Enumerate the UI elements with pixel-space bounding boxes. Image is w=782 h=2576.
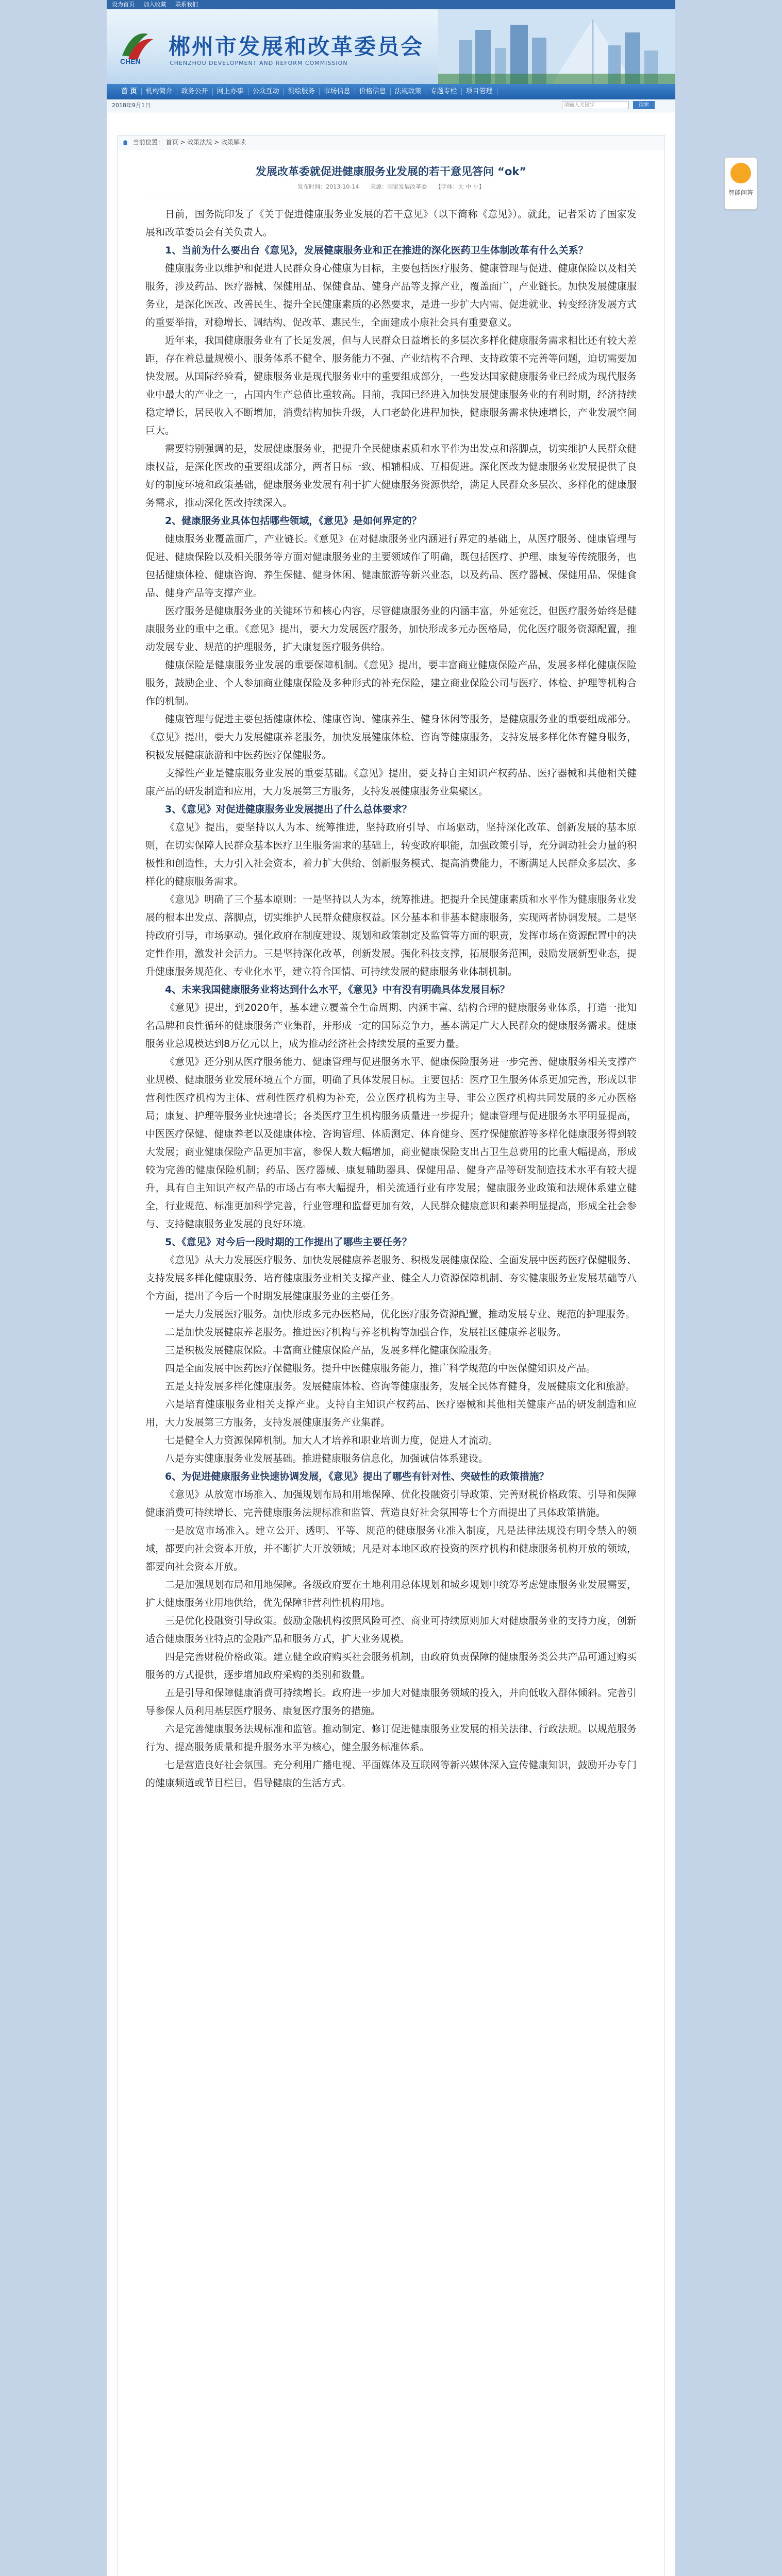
article-paragraph: 三是积极发展健康保险。丰富商业健康保险产品，发展多样化健康保险服务。 [165, 1345, 498, 1356]
floating-qa-widget[interactable] [724, 157, 757, 210]
site-title: 郴州市发展和改革委员会 [169, 34, 424, 59]
header-banner [107, 9, 675, 84]
page [107, 0, 675, 2576]
nav-gov-info[interactable]: 政务公开 [177, 88, 213, 95]
contact-link[interactable]: 联系我们 [175, 1, 198, 8]
nav-survey[interactable]: 测绘服务 [284, 88, 320, 95]
nav-projects[interactable]: 项目管理 [462, 88, 497, 95]
sub-bar [107, 99, 675, 112]
logo-text: CHEN [120, 57, 141, 65]
article-paragraph: 《意见》提出，到2020年，基本建立覆盖全生命周期、内涵丰富、结构合理的健康服务业体系，打造一批知名品牌和良性循环的健康服务产业集群，并形成一定的国际竞争力，基本满足广大人民群众的健康服务需求。健康服务业总规模达到8万亿元以上，成为推动经济社会持续发展的重要力量。 [145, 1002, 637, 1049]
current-date: 2018年9月1日 [112, 102, 151, 109]
city-skyline-image [438, 9, 675, 84]
article-paragraph: 四是完善财税价格政策。建立健全政府购买社会服务机制，由政府负责保障的健康服务类公共产品可通过购买服务的方式提供，逐步增加政府采购的类别和数量。 [145, 1651, 637, 1681]
nav-online-service[interactable]: 网上办事 [213, 88, 248, 95]
article-paragraph: 需要特别强调的是，发展健康服务业，把提升全民健康素质和水平作为出发点和落脚点，切实维护人民群众健康权益，是深化医改的重要组成部分，两者目标一致、相辅相成、互相促进。深化医改为健康服务业发展提供了良好的制度环境和政策基础，健康服务业发展有利于扩大健康服务资源供给，满足人民群众多层次、多样化的健康服务需求，推动深化医改持续深入。 [145, 443, 637, 509]
commission-logo[interactable] [117, 25, 157, 65]
nav-market[interactable]: 市场信息 [320, 88, 355, 95]
article-paragraph: 三是优化投融资引导政策。鼓励金融机构按照风险可控、商业可持续原则加大对健康服务业的支持力度，创新适合健康服务业特点的金融产品和服务方式，扩大业务规模。 [145, 1615, 637, 1645]
article-paragraph: 五是引导和保障健康消费可持续增长。政府进一步加大对健康服务领域的投入，并向低收入群体倾斜。完善引导参保人员利用基层医疗服务、康复医疗服务的措施。 [145, 1687, 637, 1717]
article-paragraph: 一是放宽市场准入。建立公开、透明、平等、规范的健康服务业准入制度，凡是法律法规没有明令禁入的领域，都要向社会资本开放，并不断扩大开放领域；凡是对本地区政府投资的医疗机构和健康服务机构开放的领域，都要向社会资本开放。 [145, 1525, 637, 1572]
search-button[interactable]: 搜索 [633, 101, 655, 109]
main-nav [107, 84, 675, 99]
article-paragraph: 四是全面发展中医药医疗保健服务。提升中医健康服务能力，推广科学规范的中医保健知识及产品。 [165, 1363, 596, 1374]
article-paragraph: 健康服务业覆盖面广，产业链长。《意见》在对健康服务业内涵进行界定的基础上，从医疗服务、健康管理与促进、健康保险以及相关服务等方面对健康服务业的主要领域作了明确，既包括医疗、护理、康复等传统服务，也包括健康体检、健康咨询、养生保健、健身休闲、健康旅游等新兴业态，以及药品、医疗器械、保健用品、保健食品、健身产品等支撑产业。 [145, 533, 637, 599]
content-area [117, 135, 665, 2576]
article-title: 发展改革委就促进健康服务业发展的若干意见答问 “ok” [255, 165, 527, 178]
article-paragraph: 《意见》还分别从医疗服务能力、健康管理与促进服务水平、健康保险服务进一步完善、健康服务相关支撑产业规模、健康服务业发展环境五个方面，明确了具体发展目标。主要包括：医疗卫生服务体系更加完善，形成以非营利性医疗机构为主体、营利性医疗机构为补充，公立医疗机构为主导、非公立医疗机构共同发展的多元办医格局；康复、护理等服务业快速增长；各类医疗卫生机构服务质量进一步提升；健康管理与促进服务水平明显提高，中医医疗保健、健康养老以及健康体检、咨询管理、体质测定、体育健身、医疗保健旅游等多样化健康服务得到较大发展；商业健康保险产品更加丰富，参保人数大幅增加，商业健康保险支出占卫生总费用的比重大幅提高，形成较为完善的健康保险机制；药品、医疗器械、康复辅助器具、保健用品、健身产品等研发制造技术水平有较大提升，具有自主知识产权产品的市场占有率大幅提升，相关流通行业有序发展；健康服务业政策和法规体系建立健全，行业规范、标准更加科学完善，行业管理和监督更加有效，人民群众健康意识和素养明显提高，形成全社会参与、支持健康服务业发展的良好环境。 [145, 1056, 637, 1230]
nav-topics[interactable]: 专题专栏 [426, 88, 462, 95]
article-section-heading: 4、未来我国健康服务业将达到什么水平，《意见》中有没有明确具体发展目标？ [165, 984, 510, 995]
article-paragraph: 五是支持发展多样化健康服务。发展健康体检、咨询等健康服务，发展全民体育健身，发展健康文化和旅游。 [165, 1381, 636, 1392]
chat-bot-icon [730, 163, 751, 183]
site-subtitle: CHENZHOU DEVELOPMENT AND REFORM COMMISSION [170, 60, 348, 66]
article-paragraph: 近年来，我国健康服务业有了长足发展，但与人民群众日益增长的多层次多样化健康服务需求相比还有较大差距，存在着总量规模小、服务体系不健全、服务能力不强、产业结构不合理、支持政策不完善等问题，迫切需要加快发展。从国际经验看，健康服务业是现代服务业中的重要组成部分，一些发达国家健康服务业已经成为现代服务业中最大的产业之一，占国内生产总值比重较高。目前，我国已经进入加快发展健康服务业的有利时期，经济持续稳定增长，居民收入不断增加，消费结构加快升级，人口老龄化进程加快，健康服务需求快速增长，产业发展空间巨大。 [145, 335, 637, 436]
nav-price[interactable]: 价格信息 [355, 88, 391, 95]
article-paragraph: 一是大力发展医疗服务。加快形成多元办医格局，优化医疗服务资源配置，推动发展专业、规范的护理服务。 [165, 1309, 636, 1320]
article-paragraph: 六是完善健康服务法规标准和监管。推动制定、修订促进健康服务业发展的相关法律、行政法规。以规范服务行为、提高服务质量和提升服务水平为核心，健全服务标准体系。 [145, 1723, 637, 1753]
article-paragraph: 日前，国务院印发了《关于促进健康服务业发展的若干意见》（以下简称《意见》）。就此，记者采访了国家发展和改革委员会有关负责人。 [145, 209, 637, 238]
breadcrumb-label: 当前位置： [132, 139, 164, 146]
article-section-heading: 3、《意见》对促进健康服务业发展提出了什么总体要求？ [165, 804, 412, 815]
article-paragraph: 二是加强规划布局和用地保障。各级政府要在土地利用总体规划和城乡规划中统筹考虑健康服务业发展需要，扩大健康服务业用地供给，优先保障非营利性机构用地。 [145, 1579, 637, 1608]
article-paragraph: 健康服务业以维护和促进人民群众身心健康为目标，主要包括医疗服务、健康管理与促进、健康保险以及相关服务，涉及药品、医疗器械、保健用品、保健食品、健身产品等支撑产业，覆盖面广，产业链长。加快发展健康服务业，是深化医改、改善民生、提升全民健康素质的必然要求，是进一步扩大内需、促进就业、转变经济发展方式的重要举措，对稳增长、调结构、促改革、惠民生，全面建成小康社会具有重要意义。 [145, 263, 637, 328]
article-paragraph: 医疗服务是健康服务业的关键环节和核心内容，尽管健康服务业的内涵丰富，外延宽泛，但医疗服务始终是健康服务业的重中之重。《意见》提出，要大力发展医疗服务，加快形成多元办医格局，优化医疗服务资源配置，推动发展专业、规范的护理服务，扩大康复医疗服务供给。 [145, 605, 637, 653]
top-bar [107, 0, 675, 9]
article-paragraph: 六是培育健康服务业相关支撑产业。支持自主知识产权药品、医疗器械和其他相关健康产品的研发制造和应用，大力发展第三方服务，支持发展健康服务产业集群。 [145, 1399, 637, 1428]
article-paragraph: 《意见》明确了三个基本原则：一是坚持以人为本，统筹推进。把提升全民健康素质和水平作为健康服务业发展的根本出发点、落脚点，切实维护人民群众健康权益。区分基本和非基本健康服务，实现两者协调发展。二是坚持政府引导，市场驱动。强化政府在制度建设、规划和政策制定及监管等方面的职责，发挥市场在资源配置中的决定性作用，激发社会活力。三是坚持深化改革，创新发展。强化科技支撑，拓展服务范围，鼓励发展新型业态，提升健康服务规范化、专业化水平，建立符合国情、可持续发展的健康服务业体制机制。 [145, 894, 637, 977]
article-paragraph: 二是加快发展健康养老服务。推进医疗机构与养老机构等加强合作，发展社区健康养老服务。 [165, 1327, 567, 1338]
article-paragraph: 健康管理与促进主要包括健康体检、健康咨询、健康养生、健身休闲等服务，是健康服务业的重要组成部分。《意见》提出，要大力发展健康养老服务，加快发展健康体检、咨询等健康服务，支持发展多样化体育健身服务，积极发展健康旅游和中医药医疗保健服务。 [145, 714, 637, 761]
breadcrumb-path[interactable]: 首页 > 政策法规 > 政策解读 [165, 139, 246, 146]
nav-policy[interactable]: 法规政策 [391, 88, 426, 95]
nav-home[interactable]: 首 页 [117, 88, 142, 95]
search-input[interactable]: 请输入关键字 [562, 101, 629, 109]
article-paragraph: 《意见》从放宽市场准入、加强规划布局和用地保障、优化投融资引导政策、完善财税价格政策、引导和保障健康消费可持续增长、完善健康服务法规标准和监管、营造良好社会氛围等七个方面提出了具体政策措施。 [145, 1489, 637, 1518]
article-paragraph: 《意见》提出，要坚持以人为本、统筹推进，坚持政府引导、市场驱动，坚持深化改革、创新发展的基本原则，在切实保障人民群众基本医疗卫生服务需求的基础上，转变政府职能，加强政策引导，充分调动社会力量的积极性和创造性，大力引入社会资本，着力扩大供给、创新服务模式、提高消费能力，不断满足人民群众多层次、多样化的健康服务需求。 [145, 822, 637, 887]
article [118, 164, 664, 1792]
article-section-heading: 6、为促进健康服务业快速协调发展，《意见》提出了哪些有针对性、突破性的政策措施？ [165, 1471, 549, 1482]
nav-interaction[interactable]: 公众互动 [248, 88, 284, 95]
article-paragraph: 七是营造良好社会氛围。充分利用广播电视、平面媒体及互联网等新兴媒体深入宣传健康知识，鼓励开办专门的健康频道或节目栏目，倡导健康的生活方式。 [145, 1759, 637, 1789]
article-body [145, 206, 637, 1792]
article-paragraph: 支撑性产业是健康服务业发展的重要基础。《意见》提出，要支持自主知识产权药品、医疗器械和其他相关健康产品的研发制造和应用，大力发展第三方服务，支持发展健康服务业集聚区。 [145, 768, 637, 797]
home-icon [123, 140, 128, 145]
article-section-heading: 1、当前为什么要出台《意见》，发展健康服务业和正在推进的深化医药卫生体制改革有什么关系？ [165, 245, 588, 256]
float-widget-label: 智能问答 [728, 189, 753, 196]
article-meta: 发布时间：2013-10-14 来源：国家发展改革委 【字体：大 中 小】 [145, 182, 637, 195]
article-paragraph: 八是夯实健康服务业发展基础。推进健康服务信息化，加强诚信体系建设。 [165, 1453, 489, 1464]
article-section-heading: 5、《意见》对今后一段时期的工作提出了哪些主要任务？ [165, 1236, 412, 1248]
article-paragraph: 七是健全人力资源保障机制。加大人才培养和职业培训力度，促进人才流动。 [165, 1435, 498, 1446]
add-favorite-link[interactable]: 加入收藏 [143, 1, 167, 8]
breadcrumb [118, 135, 664, 149]
article-paragraph: 《意见》从大力发展医疗服务、加快发展健康养老服务、积极发展健康保险、全面发展中医药医疗保健服务、支持发展多样化健康服务、培育健康服务业相关支撑产业、健全人力资源保障机制、夯实健康服务业发展基础等八个方面，提出了今后一个时期发展健康服务业的主要任务。 [145, 1255, 637, 1302]
article-paragraph: 健康保险是健康服务业发展的重要保障机制。《意见》提出，要丰富商业健康保险产品，发展多样化健康保险服务，鼓励企业、个人参加商业健康保险及多种形式的补充保险，建立商业保险公司与医疗、体检、护理等机构合作的机制。 [145, 659, 637, 707]
set-homepage-link[interactable]: 设为首页 [112, 1, 135, 8]
article-section-heading: 2、健康服务业具体包括哪些领域，《意见》是如何界定的？ [165, 515, 422, 527]
nav-about[interactable]: 机构简介 [142, 88, 177, 95]
